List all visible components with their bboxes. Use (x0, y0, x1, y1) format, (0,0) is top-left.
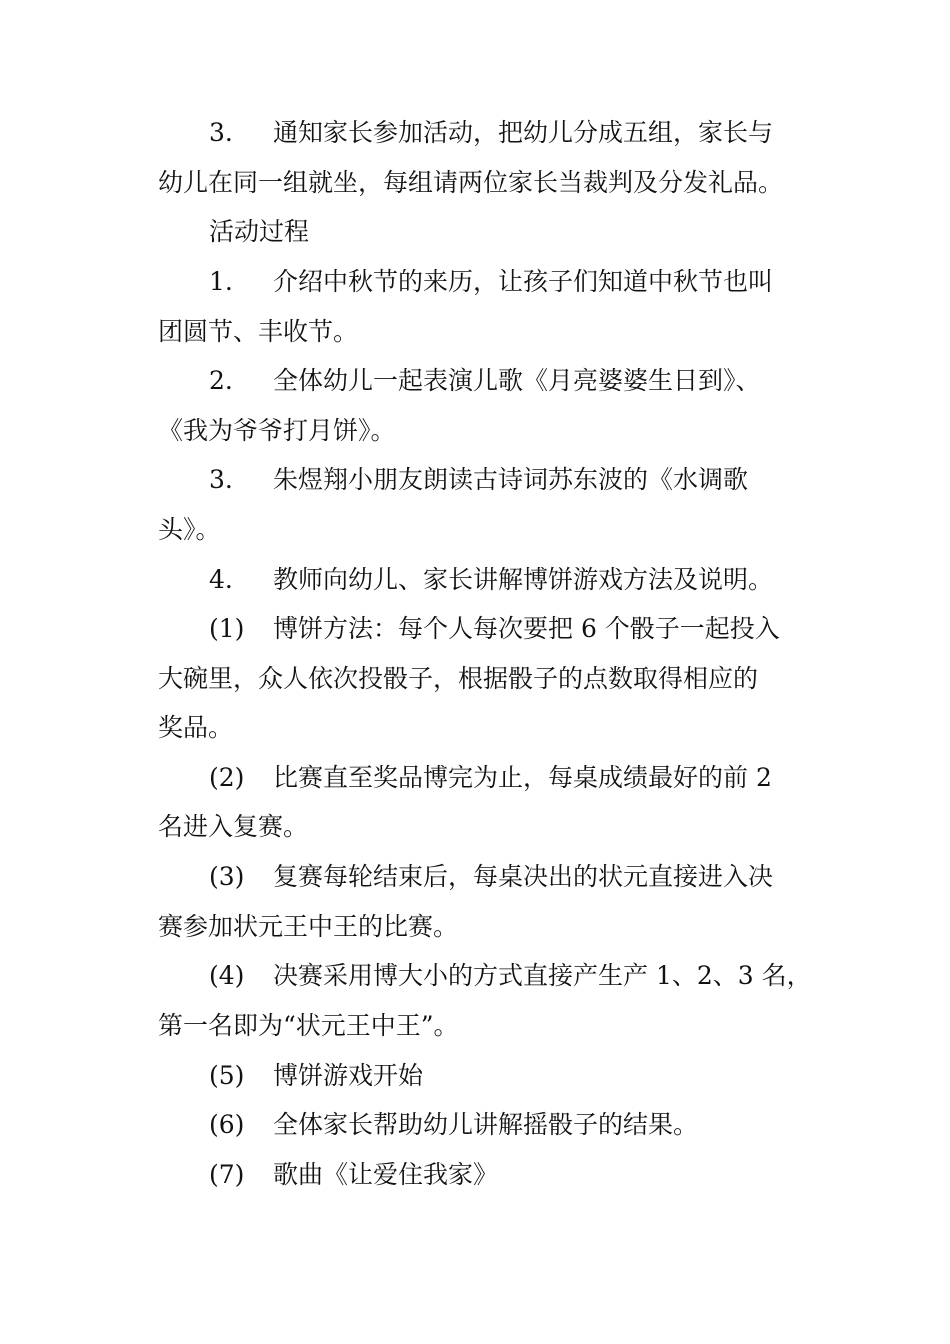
item-marker: (6) (209, 1110, 245, 1139)
text-line: 名进入复赛。 (158, 812, 309, 841)
text-line: 大碗里，众人依次投骰子，根据骰子的点数取得相应的 (158, 664, 759, 693)
text-line: 决赛采用博大小的方式直接产生产 1、2、3 名， (273, 961, 812, 990)
text-line: 团圆节、丰收节。 (158, 317, 359, 346)
item-marker: 4. (209, 565, 233, 594)
item-marker: (5) (209, 1061, 245, 1090)
text-line: 通知家长参加活动，把幼儿分成五组，家长与 (273, 118, 774, 147)
text-line: 第一名即为“状元王中王”。 (158, 1011, 459, 1040)
item-marker: (7) (209, 1160, 245, 1189)
item-marker: (1) (209, 614, 245, 643)
item-marker: (2) (209, 763, 245, 792)
text-line: 《我为爷爷打月饼》。 (158, 416, 396, 445)
text-line: 全体幼儿一起表演儿歌《月亮婆婆生日到》、 (273, 366, 761, 395)
text-line: 赛参加状元王中王的比赛。 (158, 912, 459, 941)
item-marker: 3. (209, 118, 233, 147)
text-line: 全体家长帮助幼儿讲解摇骰子的结果。 (273, 1110, 699, 1139)
text-line: 歌曲《让爱住我家》 (273, 1160, 499, 1189)
text-line: 比赛直至奖品博完为止，每桌成绩最好的前 2 (273, 763, 772, 792)
text-line: 头》。 (158, 515, 221, 544)
item-marker: 1. (209, 267, 233, 296)
item-marker: (3) (209, 862, 245, 891)
item-marker: 2. (209, 366, 233, 395)
section-heading: 活动过程 (209, 217, 310, 246)
text-line: 介绍中秋节的来历，让孩子们知道中秋节也叫 (273, 267, 774, 296)
text-line: 博饼游戏开始 (273, 1061, 424, 1090)
text-line: 朱煜翔小朋友朗读古诗词苏东波的《水调歌 (273, 465, 749, 494)
text-line: 复赛每轮结束后，每桌决出的状元直接进入决 (273, 862, 774, 891)
text-line: 教师向幼儿、家长讲解博饼游戏方法及说明。 (273, 565, 774, 594)
item-marker: 3. (209, 465, 233, 494)
text-line: 奖品。 (158, 713, 234, 742)
item-marker: (4) (209, 961, 245, 990)
text-line: 博饼方法：每个人每次要把 6 个骰子一起投入 (273, 614, 780, 643)
text-line: 幼儿在同一组就坐，每组请两位家长当裁判及分发礼品。 (158, 168, 784, 197)
